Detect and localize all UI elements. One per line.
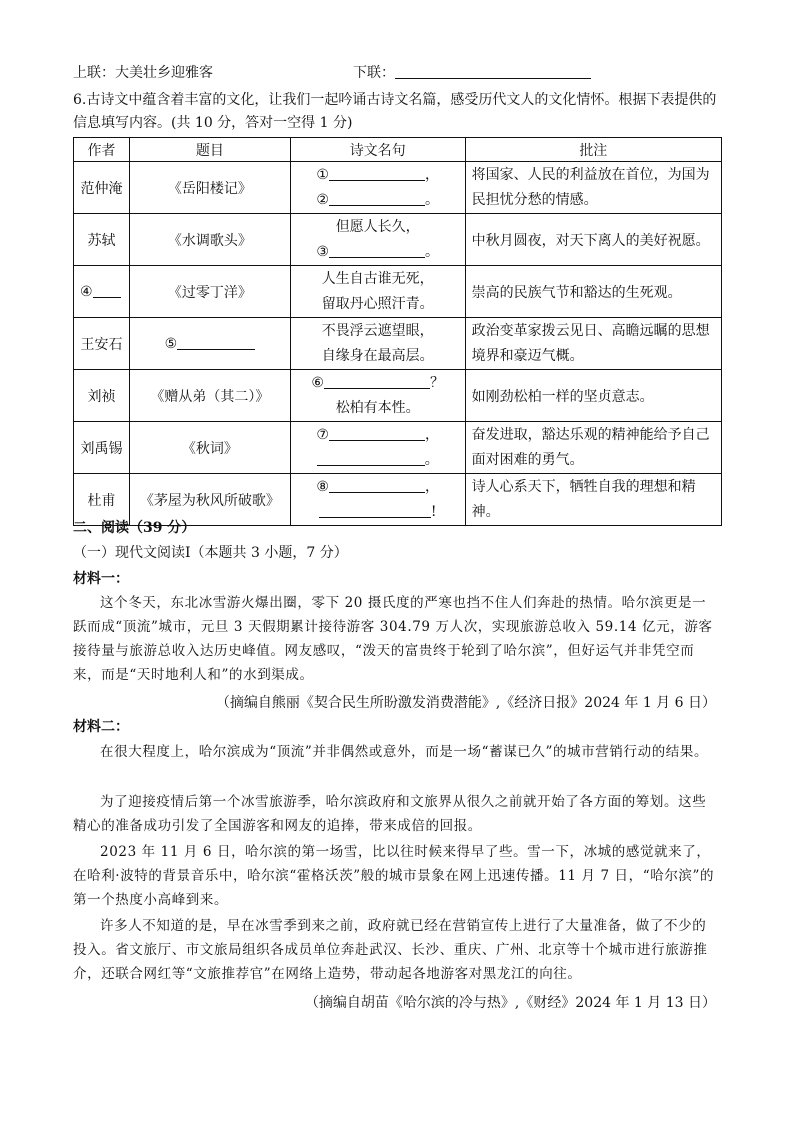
header-author: 作者 (74, 138, 130, 162)
answer-blank-5[interactable] (177, 335, 255, 350)
answer-blank-3[interactable] (329, 243, 425, 258)
header-title: 题目 (129, 138, 290, 162)
poem-line: 但愿人长久， (335, 218, 420, 235)
answer-blank-4[interactable] (93, 283, 121, 298)
note-cell: 诗人心系天下，牺牲自我的理想和精神。 (465, 474, 721, 526)
blank-mark: ⑦ (316, 426, 329, 443)
table-row (74, 318, 722, 370)
author-cell: 刘禹锡 (74, 422, 130, 474)
punct: 。 (424, 451, 439, 468)
material-2-source: （摘编自胡苗《哈尔滨的冷与热》,《财经》2024 年 1 月 13 日） (304, 995, 716, 1011)
punct: ， (424, 478, 439, 495)
couplet-lower-label: 下联： (353, 65, 395, 81)
poem-line: 自缘身在最高层。 (321, 347, 434, 364)
table-row (74, 266, 722, 318)
material-2-paragraph: 2023 年 11 月 6 日，哈尔滨的第一场雪，比以往时候来得早了些。雪一下，冰城的感觉就来了，在哈利·波特的背景音乐中，哈尔滨“霍格沃茨”般的城市景象在网上迅速传播。11 月 7 日，“哈尔滨”的第一个热度小高峰到来。 (73, 844, 715, 908)
poem-line: 松柏有本性。 (335, 399, 420, 416)
question-line-2: 信息填写内容。(共 10 分，答对一空得 1 分) (73, 115, 353, 131)
punct: ， (424, 166, 439, 183)
lines-cell (290, 422, 465, 474)
material-2-paragraph: 许多人不知道的是，早在冰雪季到来之前，政府就已经在营销宣传上进行了大量准备，做了不少的投入。省文旅厅、市文旅局组织各成员单位奔赴武汉、长沙、重庆、广州、北京等十个城市进行旅游推介，还联合网红等“文旅推荐官”在网络上造势，带动起各地游客对黑龙江的向往。 (73, 918, 708, 982)
punct: 。 (424, 191, 439, 208)
note-cell: 中秋月圆夜，对天下离人的美好祝愿。 (465, 214, 721, 266)
author-cell: 王安石 (74, 318, 130, 370)
blank-mark: ⑥ (311, 374, 324, 391)
blank-mark: ① (316, 166, 329, 183)
material-1-label: 材料一： (73, 571, 129, 587)
couplet-upper-text: 大美壮乡迎雅客 (115, 65, 213, 81)
lines-cell (290, 318, 465, 370)
answer-blank-2[interactable] (329, 191, 425, 206)
punct: ， (424, 426, 439, 443)
author-cell: 刘祯 (74, 370, 130, 422)
table-row (74, 422, 722, 474)
header-lines: 诗文名句 (290, 138, 465, 162)
answer-blank-6[interactable] (324, 374, 430, 389)
couplet-lower (353, 63, 591, 83)
author-cell (74, 266, 130, 318)
material-2-paragraph: 为了迎接疫情后第一个冰雪旅游季，哈尔滨政府和文旅界从很久之前就开始了各方面的筹划。这些精心的准备成功引发了全国游客和网友的追捧，带来成倍的回报。 (73, 794, 707, 834)
answer-blank-7b[interactable] (317, 451, 425, 466)
blank-mark: ④ (80, 284, 93, 300)
title-cell: 《茅屋为秋风所破歌》 (129, 474, 290, 526)
title-cell (129, 318, 290, 370)
table-row (74, 214, 722, 266)
note-cell: 将国家、人民的利益放在首位，为国为民担忧分愁的情感。 (465, 162, 721, 214)
section-heading: 二、阅读（39 分） (73, 520, 196, 536)
answer-blank-8b[interactable] (319, 503, 431, 518)
punct: 。 (424, 243, 439, 260)
table-row (74, 370, 722, 422)
table-row (74, 162, 722, 214)
author-cell: 范仲淹 (74, 162, 130, 214)
note-cell: 如刚劲松柏一样的坚贞意志。 (465, 370, 721, 422)
note-cell: 政治变革家拨云见日、高瞻远瞩的思想境界和豪迈气概。 (465, 318, 721, 370)
punct: ？ (429, 374, 444, 391)
lines-cell (290, 266, 465, 318)
answer-blank-8[interactable] (329, 478, 425, 493)
punct: ! (430, 503, 437, 520)
couplet-upper-label: 上联： (73, 65, 115, 81)
sub-heading: （一）现代文阅读Ⅰ（本题共 3 小题，7 分） (73, 545, 348, 561)
lines-cell (290, 214, 465, 266)
title-cell: 《水调歌头》 (129, 214, 290, 266)
blank-mark: ⑤ (164, 336, 178, 352)
poem-table (73, 137, 722, 526)
table-header-row (74, 138, 722, 162)
title-cell: 《过零丁洋》 (129, 266, 290, 318)
header-note: 批注 (465, 138, 721, 162)
blank-mark: ⑧ (316, 478, 329, 495)
note-cell: 崇高的民族气节和豁达的生死观。 (465, 266, 721, 318)
material-1-paragraph: 这个冬天，东北冰雪游火爆出圈，零下 20 摄氏度的严寒也挡不住人们奔赴的热情。哈尔滨更是一跃而成“顶流”城市，元旦 3 天假期累计接待游客 304.79 万人次，实现旅游总收入 59.14 亿元，游客接待量与旅游总收入达历史峰值。网友感叹，“泼天的富贵终于轮到了哈尔滨”，但好运气并非凭空而来，而是“天时地利人和”的水到渠成。 (73, 595, 713, 683)
poem-line: 不畏浮云遮望眼， (321, 322, 434, 339)
lines-cell (290, 370, 465, 422)
title-cell: 《岳阳楼记》 (129, 162, 290, 214)
title-cell: 《赠从弟（其二）》 (129, 370, 290, 422)
blank-mark: ② (316, 191, 329, 208)
poem-line: 人生自古谁无死， (321, 270, 434, 287)
answer-blank-7[interactable] (329, 426, 425, 441)
title-cell: 《秋词》 (129, 422, 290, 474)
lines-cell (290, 474, 465, 526)
material-2-paragraph: 在很大程度上，哈尔滨成为“顶流”并非偶然或意外，而是一场“蓄谋已久”的城市营销行动的结果。 (100, 744, 709, 760)
question-line-1: 6.古诗文中蕴含着丰富的文化，让我们一起吟诵古诗文名篇，感受历代文人的文化情怀。根据下表提供的 (73, 92, 717, 108)
author-cell: 杜甫 (74, 474, 130, 526)
poem-line: 留取丹心照汗青。 (321, 295, 434, 312)
blank-mark: ③ (316, 243, 329, 260)
material-1-source: （摘编自熊丽《契合民生所盼激发消费潜能》,《经济日报》2024 年 1 月 6 日） (215, 695, 716, 711)
author-cell: 苏轼 (74, 214, 130, 266)
couplet-lower-blank[interactable] (395, 64, 591, 79)
answer-blank-1[interactable] (329, 166, 425, 181)
note-cell: 奋发进取，豁达乐观的精神能给予自己面对困难的勇气。 (465, 422, 721, 474)
couplet-upper (73, 63, 213, 83)
lines-cell (290, 162, 465, 214)
material-2-label: 材料二： (73, 719, 129, 735)
